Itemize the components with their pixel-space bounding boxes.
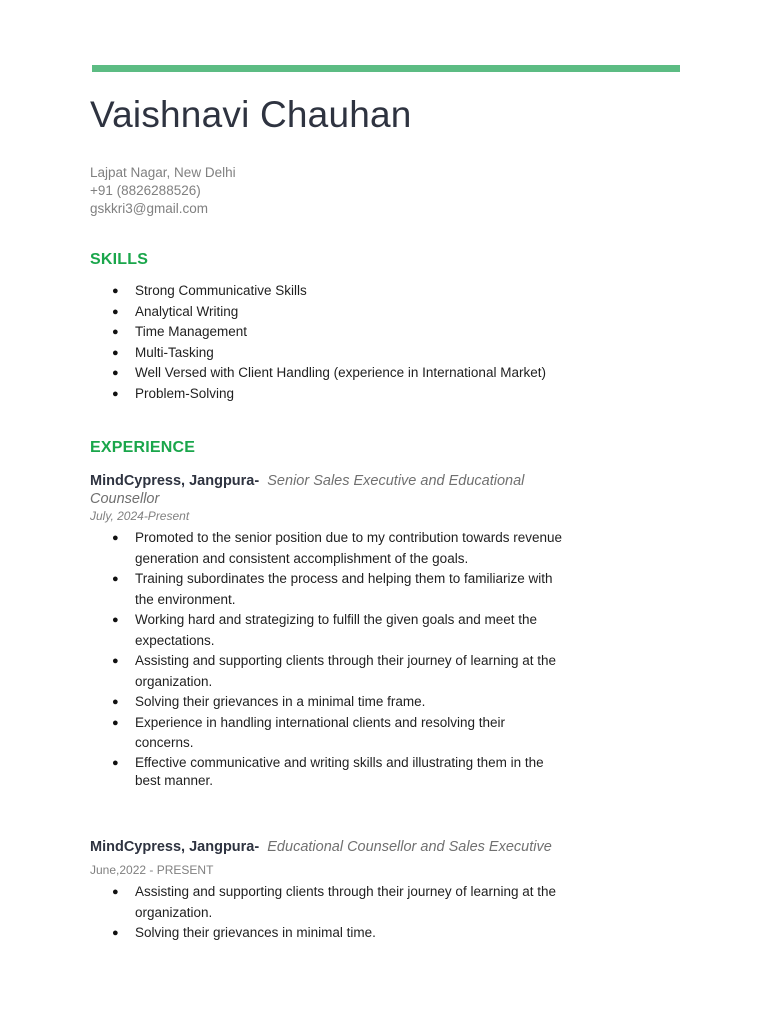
bullet-icon: ●	[112, 346, 119, 359]
job-bullet-item: ● Assisting and supporting clients through their journey of learning at the organization.	[112, 653, 557, 689]
bullet-icon: ●	[112, 927, 119, 939]
job-bullet-item: ● Assisting and supporting clients through their journey of learning at the organization.	[112, 884, 557, 920]
skill-item: ● Strong Communicative Skills	[90, 281, 546, 302]
skills-heading: SKILLS	[90, 251, 149, 268]
bullet-icon: ●	[112, 655, 119, 667]
job-header	[90, 838, 560, 856]
contact-email: gskkri3@gmail.com	[90, 201, 208, 216]
job-bullet-item: ● Working hard and strategizing to fulfill the given goals and meet the expectations.	[112, 612, 537, 648]
bullet-icon: ●	[112, 886, 119, 898]
top-accent-rule	[92, 65, 680, 72]
job-date: July, 2024-Present	[90, 509, 190, 523]
job-bullets	[90, 882, 565, 944]
bullet-icon: ●	[112, 696, 119, 708]
skill-item: ● Well Versed with Client Handling (experience in International Market)	[90, 363, 546, 384]
skill-item: ● Analytical Writing	[90, 302, 546, 323]
bullet-icon: ●	[112, 532, 119, 544]
job-role: Senior Sales Executive and Educational Counsellor	[90, 473, 525, 507]
bullet-icon: ●	[112, 756, 119, 769]
job-bullet-item: ● Training subordinates the process and helping them to familiarize with the environment.	[112, 571, 553, 607]
bullet-icon: ●	[112, 326, 119, 338]
bullet-icon: ●	[112, 367, 119, 379]
job-bullet-item: ● Solving their grievances in minimal time.	[90, 923, 565, 944]
candidate-name: Vaishnavi Chauhan	[90, 94, 412, 135]
job-company: MindCypress, Jangpura-	[90, 839, 260, 855]
experience-heading: EXPERIENCE	[90, 439, 196, 456]
job-bullet-item: ● Effective communicative and writing skills and illustrating them in the best manner.	[112, 754, 544, 788]
contact-address: Lajpat Nagar, New Delhi	[90, 165, 236, 180]
skill-item: ● Problem-Solving	[90, 384, 546, 405]
bullet-icon: ●	[112, 573, 119, 585]
contact-phone: +91 (8826288526)	[90, 183, 201, 198]
job-bullet-item: ● Solving their grievances in a minimal time frame.	[90, 692, 565, 713]
job-bullet-item: ● Experience in handling international clients and resolving their concerns.	[112, 714, 505, 750]
job-bullets	[90, 528, 565, 790]
bullet-icon: ●	[112, 305, 119, 318]
bullet-icon: ●	[112, 716, 119, 729]
skills-list	[90, 281, 546, 404]
skill-item: ● Multi-Tasking	[90, 343, 546, 364]
job-company: MindCypress, Jangpura-	[90, 473, 260, 489]
job-header	[90, 472, 560, 508]
job-date: June,2022 - PRESENT	[90, 863, 214, 877]
bullet-icon: ●	[112, 285, 119, 297]
contact-block	[90, 164, 236, 218]
job-bullet-item: ● Promoted to the senior position due to my contribution towards revenue generation and consistent accomplishment of the goals.	[112, 530, 562, 566]
bullet-icon: ●	[112, 387, 119, 400]
skill-item: ● Time Management	[90, 322, 546, 343]
job-role: Educational Counsellor and Sales Executive	[267, 839, 552, 855]
bullet-icon: ●	[112, 614, 119, 626]
